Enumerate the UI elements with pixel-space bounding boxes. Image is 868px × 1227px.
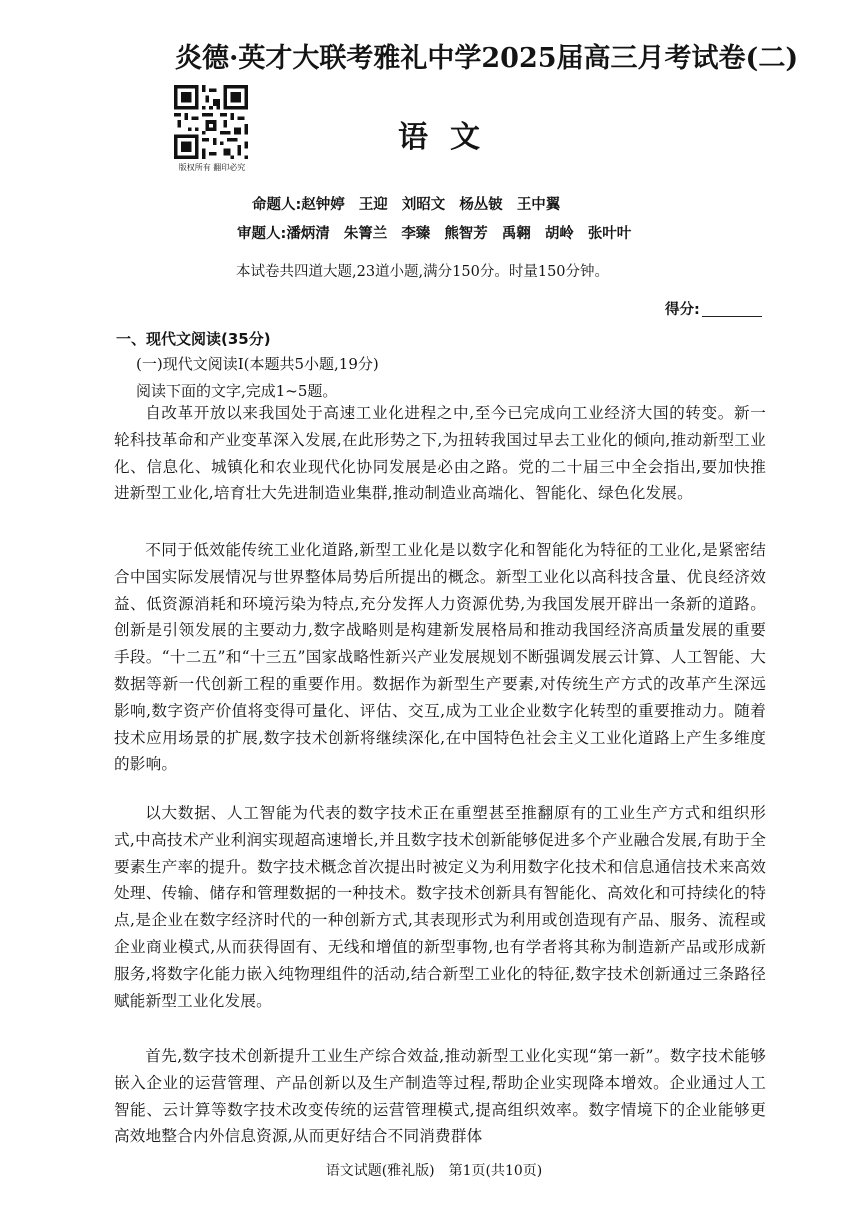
subject-title: 语文 [398,120,502,155]
setter-name: 刘昭文 [401,197,446,213]
setter-name: 王中翼 [516,197,561,213]
page-footer: 语文试题(雅礼版) 第1页(共10页) [325,1163,543,1179]
score-label: 得分: [665,302,700,318]
setter-name: 王迎 [358,197,388,213]
exam-info: 本试卷共四道大题,23道小题,满分150分。时量150分钟。 [236,264,610,280]
reviewer-name: 张叶叶 [587,226,632,242]
setters-line [252,193,574,214]
reviewer-name: 潘炳清 [286,226,330,242]
passage-paragraph: 不同于低效能传统工业化道路,新型工业化是以数字化和智能化为特征的工业化,是紧密结合中国实际发展情况与世界整体局势后所提出的概念。新型工业化以高科技含量、优良经济效益、低资源消耗和环境污染为特点,充分发挥人力资源优势,为我国发展开辟出一条新的道路。创新是引领发展的主要动力,数字战略则是构建新发展格局和推动我国经济高质量发展的重要手段。“十二五”和“十三五”国家战略性新兴产业发展规划不断强调发展云计算、人工智能、大数据等新一代创新工程的重要作用。数据作为新型生产要素,对传统生产方式的改革产生深远影响,数字资产价值将变得可量化、评估、交互,成为工业企业数字化转型的重要推动力。随着技术应用场景的扩展,数字技术创新将继续深化,在中国特色社会主义工业化道路上产生多维度的影响。 [114,541,766,774]
passage-paragraph: 以大数据、人工智能为代表的数字技术正在重塑甚至推翻原有的工业生产方式和组织形式,中高技术产业利润实现超高速增长,并且数字技术创新能够促进多个产业融合发展,有助于全要素生产率的提升。数字技术概念首次提出时被定义为利用数字化技术和信息通信技术来高效处理、传输、储存和管理数据的一种技术。数字技术创新具有智能化、高效化和可持续化的特点,是企业在数字经济时代的一种创新方式,其表现形式为利用或创造现有产品、服务、流程或企业商业模式,从而获得固有、无线和增值的新型事物,也有学者将其称为制造新产品或形成新服务,将数字化能力嵌入纯物理组件的活动,结合新型工业化的特征,数字技术创新通过三条路径赋能新型工业化发展。 [114,804,766,1010]
score-blank [702,316,762,317]
reviewers-label: 审题人: [237,226,287,242]
setter-name: 杨丛铍 [459,197,503,213]
passage-paragraph: 自改革开放以来我国处于高速工业化进程之中,至今已完成向工业经济大国的转变。新一轮科技革命和产业变革深入发展,在此形势之下,为扭转我国过早去工业化的倾向,推动新型工业化、信息化、城镇化和农业现代化协同发展是必由之路。党的二十届三中全会指出,要加快推进新型工业化,培育壮大先进制造业集群,推动制造业高端化、智能化、绿色化发展。 [114,404,766,503]
subsection-heading: (一)现代文阅读Ⅰ(本题共5小题,19分) [136,355,379,373]
reviewer-name: 李臻 [401,226,431,242]
exam-title: 炎德·英才大联考雅礼中学2025届高三月考试卷(二) [175,43,799,74]
reviewers-line [237,222,645,243]
setter-name: 赵钟婷 [301,197,345,213]
score-field [665,298,762,319]
qr-code [174,84,248,160]
qr-caption: 版权所有 翻印必究 [178,163,246,172]
section-heading: 一、现代文阅读(35分) [116,330,271,348]
reading-instruction: 阅读下面的文字,完成1~5题。 [136,382,338,400]
reviewer-name: 朱箐兰 [343,226,388,242]
reviewer-name: 胡岭 [544,226,574,242]
setters-label: 命题人: [252,197,302,213]
reviewer-name: 熊智芳 [444,226,488,242]
passage-paragraph: 首先,数字技术创新提升工业生产综合效益,推动新型工业化实现“第一新”。数字技术能够嵌入企业的运营管理、产品创新以及生产制造等过程,帮助企业实现降本增效。企业通过人工智能、云计算等数字技术改变传统的运营管理模式,提高组织效率。数字情境下的企业能够更高效地整合内外信息资源,从而更好结合不同消费群体 [114,1047,766,1146]
reviewer-name: 禹翱 [501,226,531,242]
